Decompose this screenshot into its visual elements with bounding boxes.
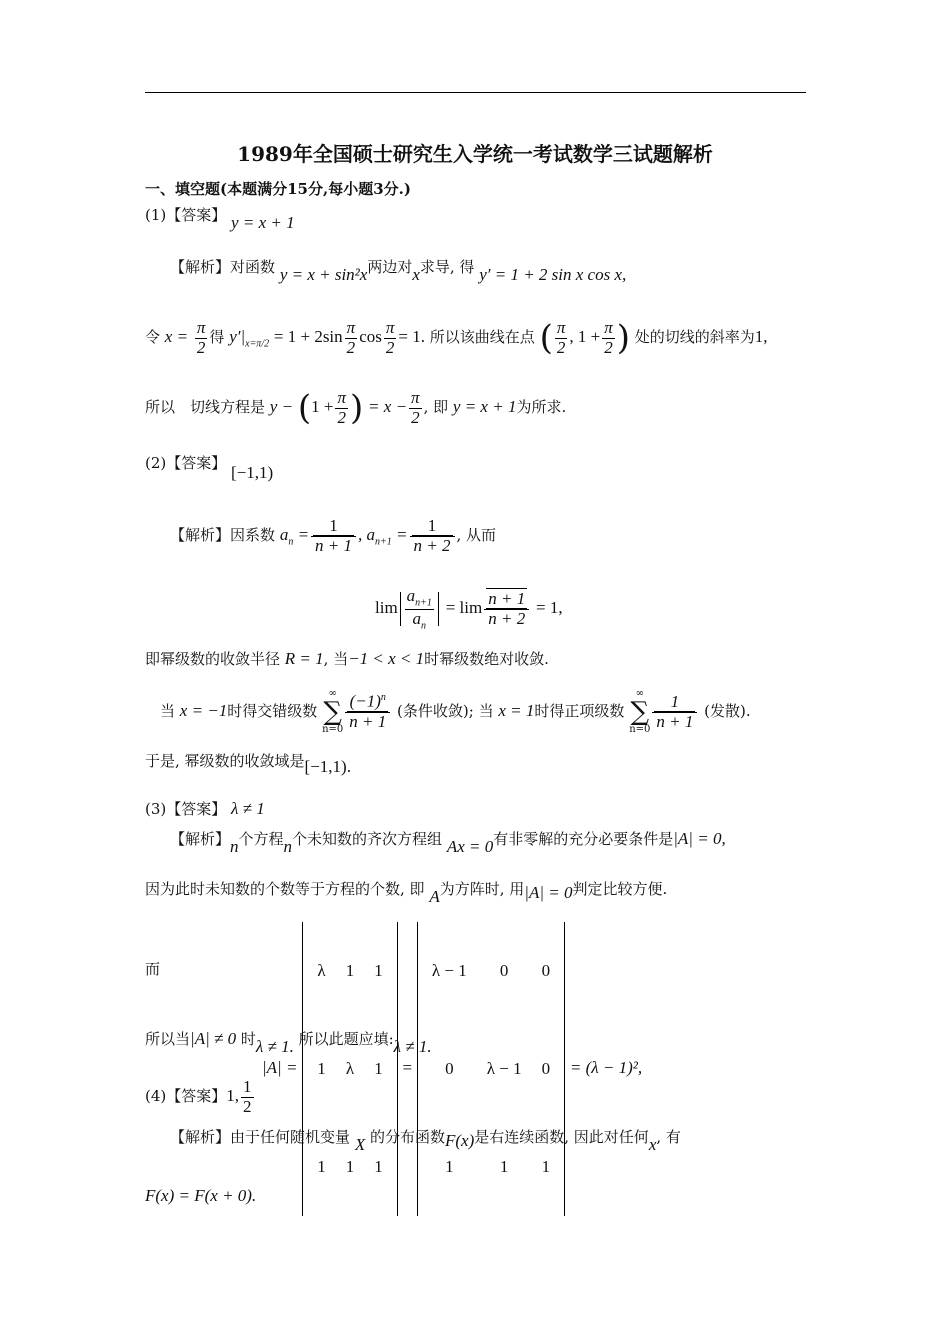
text: 有非零解的充分必要条件是 <box>493 830 674 848</box>
text: , 即 <box>423 398 449 416</box>
q3-er: 而 <box>145 960 161 978</box>
q4-number: (4) <box>145 1087 167 1105</box>
text: 得 <box>209 328 225 346</box>
section-heading: 一、填空题(本题满分15分,每小题3分.) <box>145 180 411 198</box>
text: 个方程 <box>238 830 284 848</box>
matrix-cell: 1 <box>374 1157 383 1176</box>
text: 由于任何随机变量 <box>230 1128 351 1146</box>
q3-analysis-line2: 因为此时未知数的个数等于方程的个数, 即 A为方阵时, 用|A| = 0判定比较方便. <box>145 880 668 906</box>
analysis-label: 【解析】 <box>170 1128 231 1146</box>
matrix-row <box>307 922 393 1020</box>
radius-value: R = 1 <box>284 649 324 668</box>
fraction-pi-2: $\frac{\pi}{2}$ <box>385 317 395 357</box>
q1-number: (1) <box>145 206 167 224</box>
q1-answer-line <box>145 204 295 232</box>
text: 因为此时未知数的个数等于方程的个数, 即 <box>145 880 425 898</box>
math: = 1. <box>398 327 425 346</box>
fraction-pi-2: $\frac{\pi}{2}$ <box>337 387 346 427</box>
text: 当 <box>160 702 176 720</box>
answer-label: 【答案】 <box>166 206 227 224</box>
fraction-pi-2: $\frac{\pi}{2}$ <box>346 317 356 357</box>
text: 令 <box>145 328 161 346</box>
text: 处的切线的斜率为 <box>634 328 755 346</box>
q2-number: (2) <box>145 454 167 472</box>
text: 因系数 <box>230 526 276 544</box>
matrix-row <box>422 922 560 1020</box>
text: 两边对 <box>367 258 413 276</box>
q3-conclusion <box>145 1028 432 1056</box>
text: 是右连续函数, 因此对任何 <box>474 1128 649 1146</box>
text: 所以此题应填: <box>298 1030 394 1048</box>
text: 对函数 <box>230 258 276 276</box>
matrix-cell: λ <box>317 961 326 980</box>
slope-value: 1, <box>754 327 768 346</box>
q1-derivative: y′ = 1 + 2 sin x cos x, <box>479 265 627 284</box>
text: 即幂级数的收敛半径 <box>145 650 281 668</box>
answer-label: 【答案】 <box>166 454 227 472</box>
matrix-cell: 1 <box>445 1157 454 1176</box>
math: x = <box>164 327 189 346</box>
det-result: = (λ − 1)², <box>569 1058 643 1077</box>
math: |A| = <box>262 1058 298 1077</box>
q1-answer: y = x + 1 <box>231 213 295 232</box>
matrix-cell: λ <box>345 1059 355 1078</box>
math: cos <box>359 327 382 346</box>
text: , 有 <box>656 1128 681 1146</box>
q1-analysis-line1 <box>170 256 627 284</box>
q4-last: F(x) = F(x + 0). <box>145 1186 257 1205</box>
text: 的分布函数 <box>369 1128 445 1146</box>
math: |A| = 0, <box>673 829 726 848</box>
answer-label: 【答案】 <box>166 1087 227 1105</box>
fraction-half: $\frac{1}{2}$ <box>243 1076 252 1116</box>
fraction-an: $\frac{1}{n + 1}$ <box>311 517 356 555</box>
matrix-cell: 1 <box>317 1059 326 1078</box>
text: 时得交错级数 <box>227 702 318 720</box>
fraction-pi-2: $\frac{\pi}{2}$ <box>411 387 420 427</box>
text: 为所求. <box>516 398 567 416</box>
header-rule <box>145 92 806 93</box>
text: 于是, 幂级数的收敛域是 <box>145 752 305 770</box>
q2-answer-line <box>145 452 274 482</box>
fraction-pi-2: $\frac{\pi}{2}$ <box>604 317 613 357</box>
text: (条件收敛); 当 <box>397 702 494 720</box>
q2-analysis-line1: 【解析】因系数 $a_n$ = $\frac{1}{n + 1}$ , $a_{n+1}$ = $\frac{1}{n + 2}$ , 从而 <box>170 515 497 555</box>
math: x = 1 <box>498 701 535 720</box>
sum-symbol: ∞ ∑ n=0 <box>322 688 344 735</box>
math: |A| ≠ 0 <box>190 1029 237 1048</box>
q4-answer-line <box>145 1074 256 1118</box>
matrix-cell: 1 <box>374 961 383 980</box>
text: , 从而 <box>456 526 497 544</box>
fraction-pi-2: $\frac{\pi}{2}$ <box>556 317 566 357</box>
text: 时幂级数绝对收敛. <box>424 650 549 668</box>
text: 所以该曲线在点 <box>429 328 535 346</box>
q2-conclusion <box>145 750 351 776</box>
text: 个未知数的齐次方程组 <box>292 830 443 848</box>
q4-answer: 1, <box>226 1086 240 1105</box>
text: , 当 <box>323 650 349 668</box>
q1-function: y = x + sin²x <box>279 265 368 284</box>
q4-analysis-line1 <box>170 1126 681 1154</box>
matrix-cell: 0 <box>541 1059 551 1078</box>
q3-answer-line <box>145 798 265 819</box>
fraction-an1: $\frac{1}{n + 2}$ <box>410 517 455 555</box>
matrix-row <box>422 1020 560 1118</box>
q2-radius-line <box>145 648 549 669</box>
matrix-cell: 0 <box>445 1059 454 1078</box>
q1-analysis-line3: 所以 切线方程是 y − (1 + $\frac{\pi}{2}$ ) = x − $\frac{\pi}{2}$ , 即 y = x + 1为所求. <box>145 387 567 428</box>
matrix-cell: 1 <box>345 961 355 980</box>
text: 时 <box>240 1030 256 1048</box>
matrix-cell: 1 <box>541 1157 551 1176</box>
math: λ ≠ 1. <box>255 1037 294 1056</box>
matrix-cell: 1 <box>499 1157 509 1176</box>
text: 为方阵时, 用 <box>439 880 525 898</box>
matrix-cell: 0 <box>541 961 551 980</box>
math: = 1 + 2sin <box>273 327 343 346</box>
q3-number: (3) <box>145 800 167 818</box>
matrix-1 <box>302 922 398 1216</box>
analysis-label: 【解析】 <box>170 258 231 276</box>
matrix-cell: λ − 1 <box>431 961 467 980</box>
var-x: x <box>412 265 420 284</box>
text: 时得正项级数 <box>534 702 625 720</box>
q3-analysis-line1: 【解析】n个方程n个未知数的齐次方程组 Ax = 0有非零解的充分必要条件是|A| = 0, <box>170 829 726 856</box>
text: 判定比较方便. <box>572 880 668 898</box>
var-x: x <box>648 1135 657 1154</box>
text: 求导, 得 <box>419 258 475 276</box>
answer-label: 【答案】 <box>166 800 227 818</box>
math: x = −1 <box>179 701 228 720</box>
matrix-cell: 1 <box>345 1157 355 1176</box>
analysis-label: 【解析】 <box>170 526 231 544</box>
analysis-label: 【解析】 <box>170 830 231 848</box>
page-title: 1989年全国硕士研究生入学统一考试数学三试题解析 <box>237 142 713 166</box>
q2-endpoints-line: 当 x = −1时得交错级数 ∞ ∑ n=0 $\frac{(-1)^n}{n + 1}$ (条件收敛); 当 x = 1时得正项级数 ∞ ∑ n=0 $\frac{1}{n + 1}$ (发散). <box>160 688 751 735</box>
q2-limit: lim $\frac{a_{n+1}}{a_n}$ = lim $\frac{n + 1}{n + 2}$ = 1, <box>375 586 563 631</box>
matrix-cell: 1 <box>317 1157 326 1176</box>
q3-answer: λ ≠ 1 <box>231 799 265 818</box>
matrix-2 <box>417 922 565 1216</box>
matrix-cell: 0 <box>499 961 509 980</box>
sum-symbol: ∞ ∑ n=0 <box>629 688 651 735</box>
q1-analysis-line2: 令 x = $\frac{\pi}{2}$ 得 $y'|_{x=\pi/2} = 1 + 2\sin$ $\frac{\pi}{2}$ cos $\frac{\pi}{2}$ = 1. 所以该曲线在点 ( $\frac{\pi}{2}$ , 1 + $\frac{\pi}{2}$ ) 处的切线的斜率为1, <box>145 317 768 358</box>
math: λ ≠ 1. <box>393 1037 432 1056</box>
text: (发散). <box>704 702 751 720</box>
math: = x − <box>368 397 408 416</box>
math: F(x) <box>445 1131 475 1150</box>
matrix-cell: λ − 1 <box>486 1059 522 1078</box>
domain-value: [−1,1). <box>304 757 351 776</box>
math: = 1, <box>535 598 563 617</box>
q3-determinant: |A| = λ 1 1 1 λ 1 1 1 1 = λ − 1 0 0 0 λ − 1 0 1 1 1 = (λ − 1)², <box>262 922 642 1012</box>
range: −1 < x < 1 <box>348 649 425 668</box>
q2-answer: [−1,1) <box>231 463 274 482</box>
text: 所以 切线方程是 <box>145 398 266 416</box>
text: 所以当 <box>145 1030 191 1048</box>
tangent-line: y = x + 1 <box>452 397 517 416</box>
var-X: X <box>354 1135 366 1154</box>
matrix-cell: 1 <box>374 1059 383 1078</box>
fraction-pi-2: $\frac{\pi}{2}$ <box>196 317 206 357</box>
